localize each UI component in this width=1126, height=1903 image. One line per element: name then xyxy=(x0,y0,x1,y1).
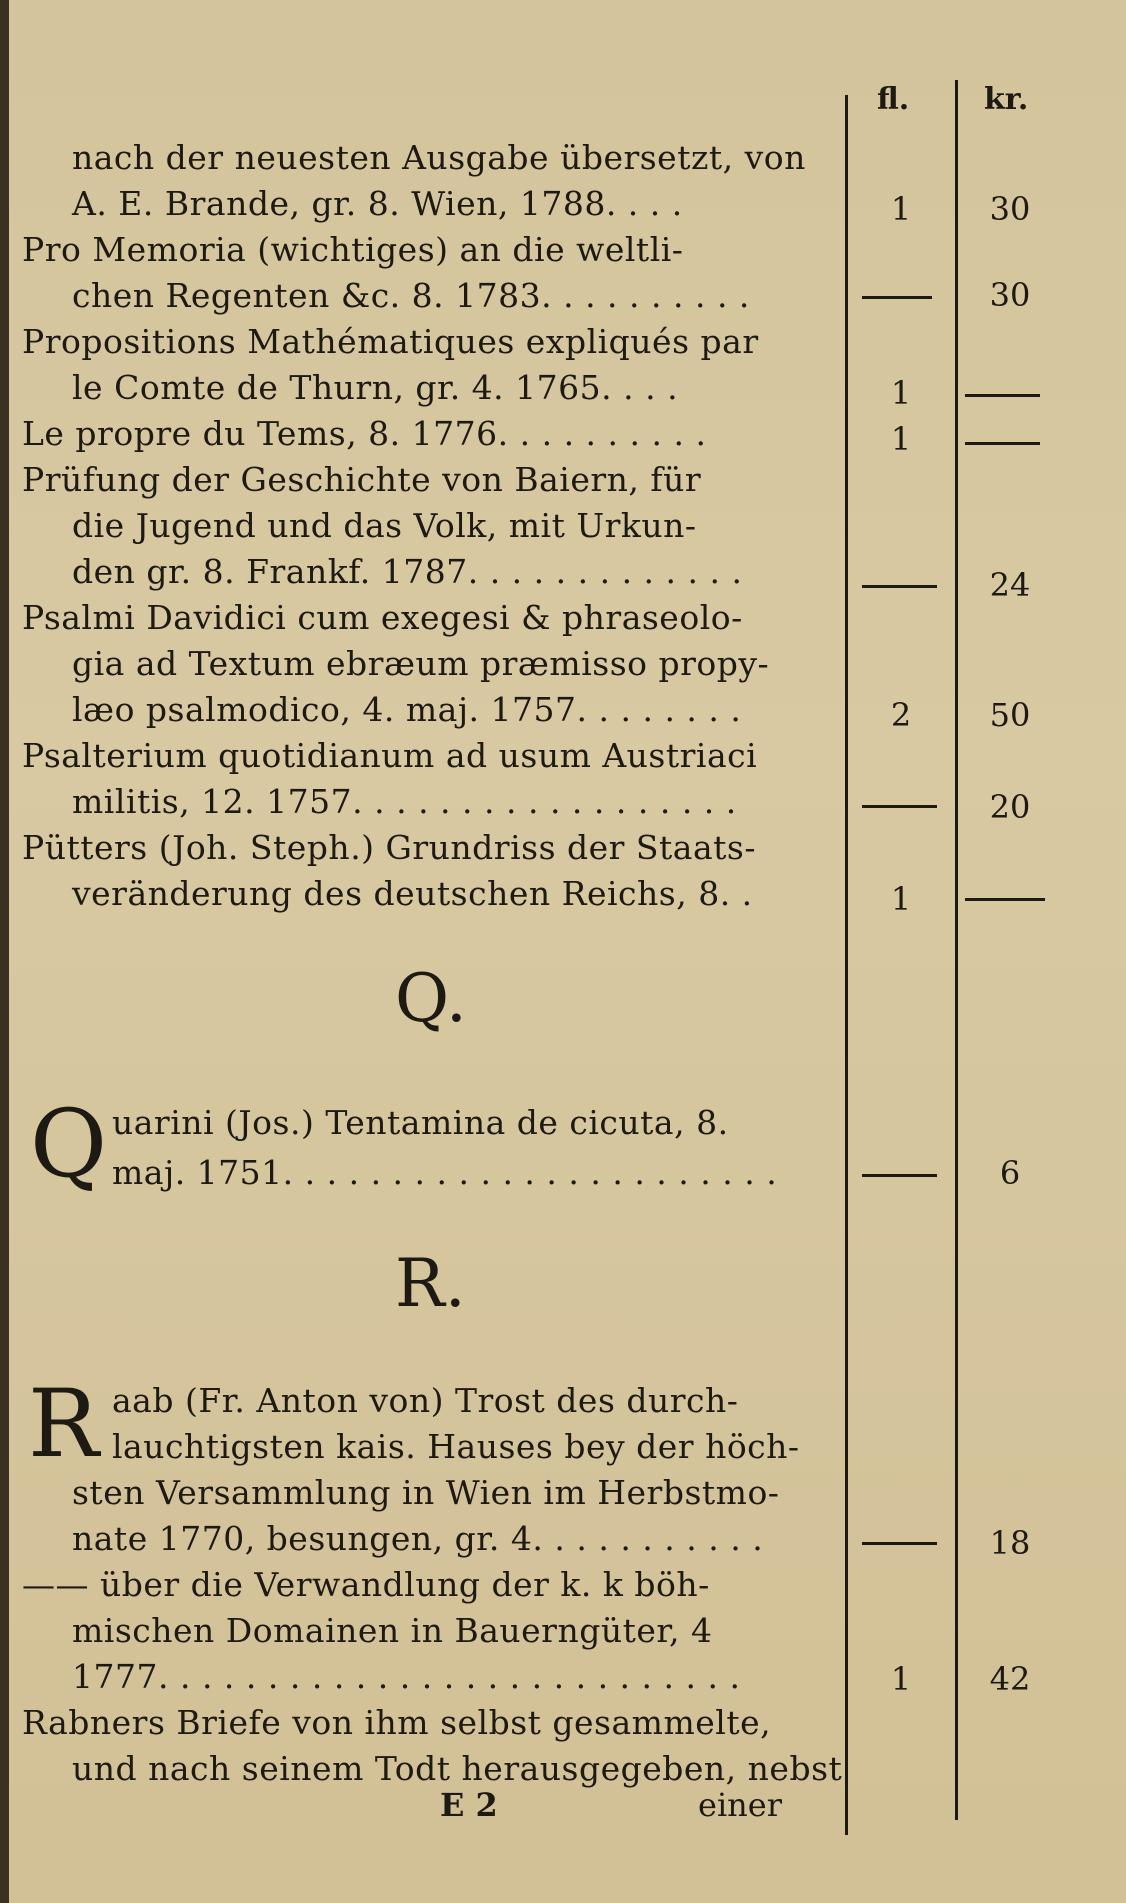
price-fl: 1 xyxy=(890,190,912,228)
entry-line: A. E. Brande, gr. 8. Wien, 1788. . . . xyxy=(72,184,683,223)
entry-line: Pro Memoria (wichtiges) an die weltli- xyxy=(22,230,684,269)
price-kr: 30 xyxy=(989,276,1031,314)
price-kr: 42 xyxy=(989,1660,1031,1698)
page-edge xyxy=(0,0,9,1903)
price-fl: 1 xyxy=(890,374,912,412)
entry-line: Propositions Mathématiques expliqués par xyxy=(22,322,759,361)
entry-line: aab (Fr. Anton von) Trost des durch- xyxy=(112,1381,739,1420)
price-kr: 50 xyxy=(989,696,1031,734)
price-fl: 1 xyxy=(890,420,912,458)
entry-line: chen Regenten &c. 8. 1783. . . . . . . . . . xyxy=(72,276,750,315)
entry-line: læo psalmodico, 4. maj. 1757. . . . . . . . xyxy=(72,690,742,729)
entry-line: Rabners Briefe von ihm selbst gesammelte, xyxy=(22,1703,772,1742)
entry-line: mischen Domainen in Bauerngüter, 4 xyxy=(72,1611,713,1650)
entry-line: Psalmi Davidici cum exegesi & phraseolo- xyxy=(22,598,743,637)
price-kr: 30 xyxy=(989,190,1031,228)
entry-line: veränderung des deutschen Reichs, 8. . xyxy=(72,874,753,913)
kr-column-header: kr. xyxy=(984,82,1029,117)
entry-line: maj. 1751. . . . . . . . . . . . . . . . . . . . . . . xyxy=(112,1153,778,1192)
entry-line: Prüfung der Geschichte von Baiern, für xyxy=(22,460,702,499)
entry-line: den gr. 8. Frankf. 1787. . . . . . . . . . . . . xyxy=(72,552,743,591)
entry-line: —— über die Verwandlung der k. k böh- xyxy=(22,1565,710,1604)
entry-line: uarini (Jos.) Tentamina de cicuta, 8. xyxy=(112,1103,729,1142)
price-dash xyxy=(965,442,1040,445)
entry-line: nach der neuesten Ausgabe übersetzt, von xyxy=(72,138,806,177)
catchword: einer xyxy=(698,1786,783,1824)
kr-column-rule xyxy=(955,80,958,1820)
entry-line: und nach seinem Todt herausgegeben, nebst xyxy=(72,1749,843,1788)
price-dash xyxy=(862,1542,937,1545)
fl-column-rule xyxy=(845,95,848,1835)
price-fl: 1 xyxy=(890,1660,912,1698)
entry-line: sten Versammlung in Wien im Herbstmo- xyxy=(72,1473,780,1512)
price-dash xyxy=(862,1174,937,1177)
entry-line: 1777. . . . . . . . . . . . . . . . . . . . . . . . . . . xyxy=(72,1657,741,1696)
price-dash xyxy=(862,585,937,588)
price-fl: 2 xyxy=(890,696,912,734)
entry-line: Le propre du Tems, 8. 1776. . . . . . . . . . xyxy=(22,414,707,453)
price-kr: 6 xyxy=(999,1154,1021,1192)
price-dash xyxy=(862,805,937,808)
price-kr: 18 xyxy=(989,1524,1031,1562)
entry-line: gia ad Textum ebræum præmisso propy- xyxy=(72,644,770,683)
section-heading-q: Q. xyxy=(395,960,467,1037)
price-dash xyxy=(965,898,1045,901)
entry-line: nate 1770, besungen, gr. 4. . . . . . . . . . . xyxy=(72,1519,764,1558)
entry-line: Pütters (Joh. Steph.) Grundriss der Staats- xyxy=(22,828,756,867)
section-heading-r: R. xyxy=(395,1245,466,1322)
signature-mark: E 2 xyxy=(440,1786,498,1824)
fl-column-header: fl. xyxy=(877,82,910,117)
entry-line: Psalterium quotidianum ad usum Austriaci xyxy=(22,736,758,775)
entry-line: le Comte de Thurn, gr. 4. 1765. . . . xyxy=(72,368,679,407)
price-dash xyxy=(862,296,932,299)
price-kr: 24 xyxy=(989,566,1031,604)
drop-cap: Q xyxy=(30,1090,108,1199)
price-fl: 1 xyxy=(890,880,912,918)
entry-line: militis, 12. 1757. . . . . . . . . . . . . . . . . . xyxy=(72,782,737,821)
price-dash xyxy=(965,394,1040,397)
entry-line: lauchtigsten kais. Hauses bey der höch- xyxy=(112,1427,800,1466)
drop-cap: R xyxy=(28,1370,99,1479)
entry-line: die Jugend und das Volk, mit Urkun- xyxy=(72,506,697,545)
price-kr: 20 xyxy=(989,788,1031,826)
